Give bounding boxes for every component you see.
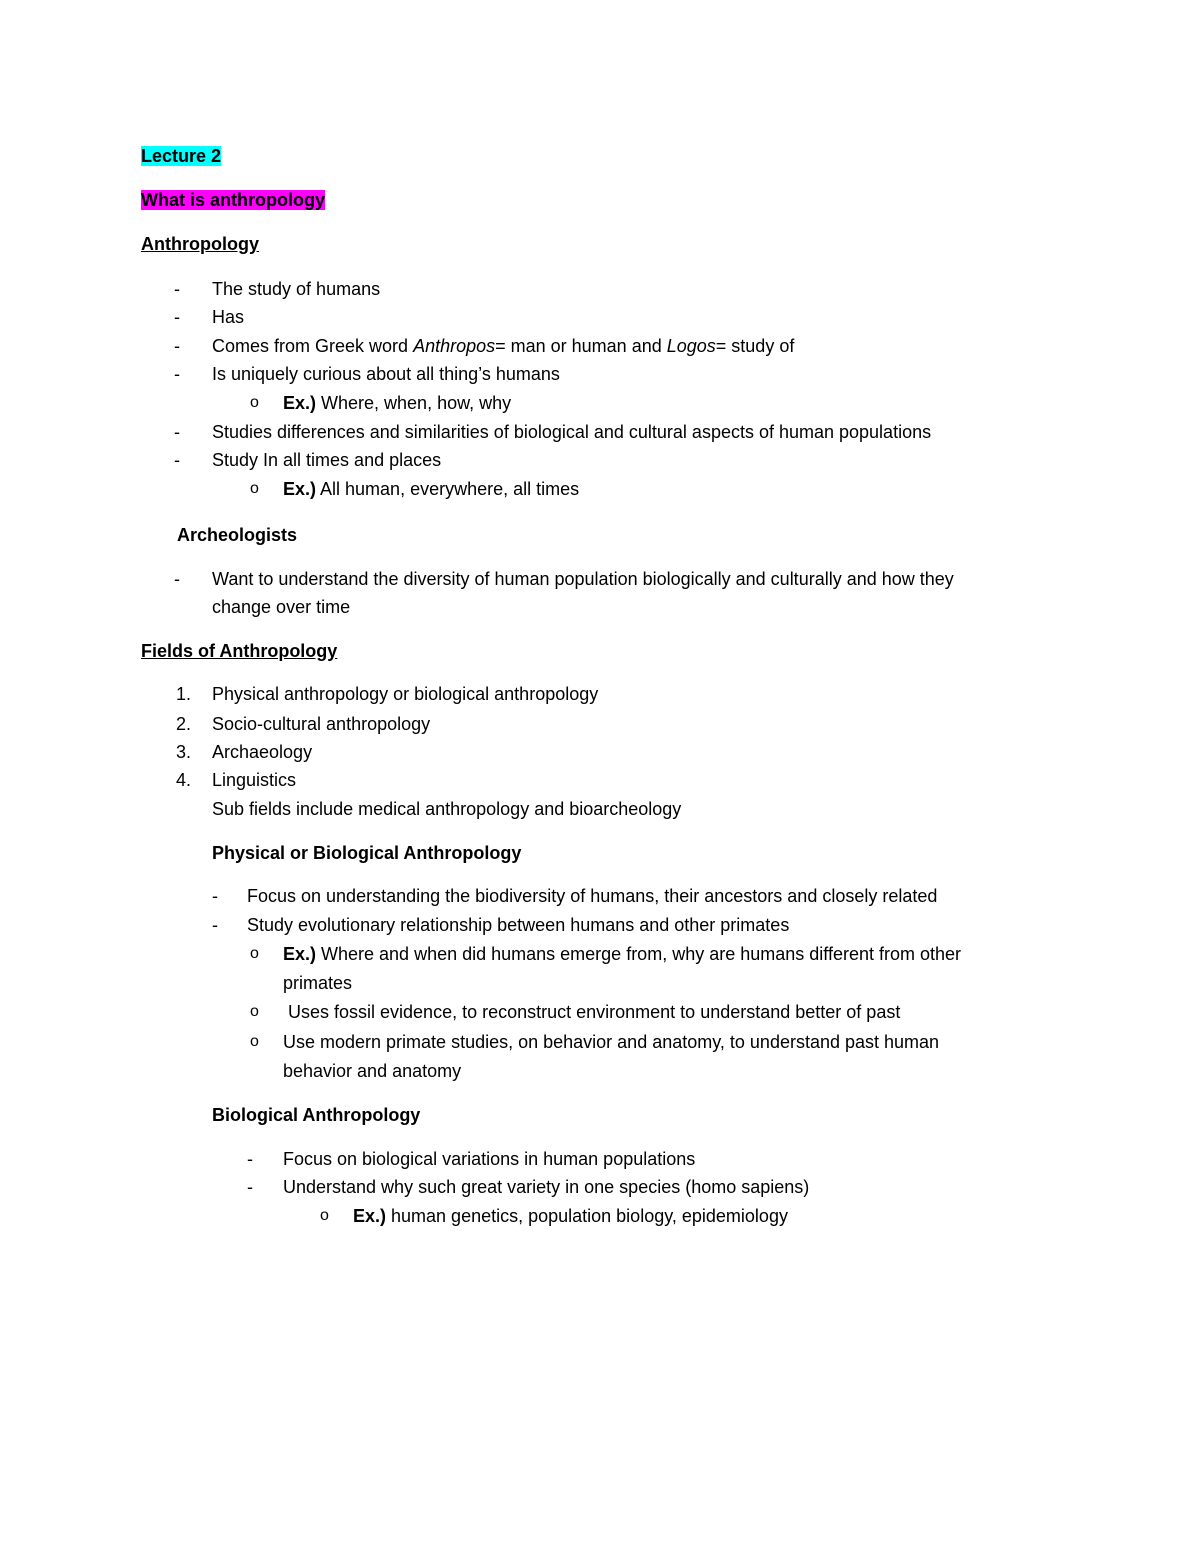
bullet-circle: o bbox=[250, 480, 259, 497]
anthropology-item-2: Has bbox=[212, 307, 245, 327]
anthropology-item-6-sub bbox=[283, 477, 579, 501]
bullet-circle: o bbox=[250, 394, 259, 411]
anthropology-item-1: The study of humans bbox=[212, 279, 381, 299]
bullet-circle: o bbox=[250, 1033, 259, 1050]
bullet-dash: - bbox=[212, 915, 218, 935]
bullet-dash: - bbox=[174, 450, 180, 470]
physical-sub-1-line-1 bbox=[283, 942, 961, 966]
ex-text: Where, when, how, why bbox=[316, 393, 512, 413]
physical-heading: Physical or Biological Anthropology bbox=[212, 843, 522, 863]
field-number: 4. bbox=[176, 770, 192, 790]
archeologists-heading: Archeologists bbox=[177, 525, 298, 545]
ex-text: All human, everywhere, all times bbox=[316, 479, 580, 499]
subfields-note: Sub fields include medical anthropology and bioarcheology bbox=[212, 799, 682, 819]
bullet-dash: - bbox=[247, 1149, 253, 1169]
bullet-dash: - bbox=[174, 336, 180, 356]
biological-item-1: Focus on biological variations in human populations bbox=[283, 1149, 696, 1169]
fields-heading: Fields of Anthropology bbox=[141, 641, 338, 661]
bullet-dash: - bbox=[174, 364, 180, 384]
field-number: 1. bbox=[176, 684, 192, 704]
bullet-dash: - bbox=[174, 569, 180, 589]
physical-sub-3-line-2: behavior and anatomy bbox=[283, 1061, 462, 1081]
bullet-circle: o bbox=[320, 1207, 329, 1224]
anthropology-heading: Anthropology bbox=[141, 234, 259, 254]
physical-sub-2: Uses fossil evidence, to reconstruct environment to understand better of past bbox=[283, 1002, 901, 1022]
origin-term-logos: Logos bbox=[666, 336, 716, 356]
physical-item-1: Focus on understanding the biodiversity of humans, their ancestors and closely related bbox=[247, 886, 938, 906]
lecture-title-text: Lecture 2 bbox=[141, 146, 222, 166]
physical-sub-3-line-1: Use modern primate studies, on behavior and anatomy, to understand past human bbox=[283, 1032, 940, 1052]
biological-heading: Biological Anthropology bbox=[212, 1105, 421, 1125]
field-number: 3. bbox=[176, 742, 192, 762]
ex-prefix: Ex.) bbox=[283, 393, 317, 413]
anthropology-item-3 bbox=[212, 334, 794, 358]
field-number: 2. bbox=[176, 714, 192, 734]
physical-sub-1-line-2: primates bbox=[283, 973, 353, 993]
bullet-dash: - bbox=[247, 1177, 253, 1197]
ex-text: human genetics, population biology, epidemiology bbox=[386, 1206, 788, 1226]
topic-title bbox=[141, 188, 325, 212]
field-item-1: Physical anthropology or biological anthropology bbox=[212, 684, 599, 704]
field-item-3: Archaeology bbox=[212, 742, 313, 762]
anthropology-item-4: Is uniquely curious about all thing’s humans bbox=[212, 364, 560, 384]
ex-text: Where and when did humans emerge from, why are humans different from other bbox=[316, 944, 962, 964]
archeologists-item-1-line-2: change over time bbox=[212, 597, 351, 617]
topic-title-text: What is anthropology bbox=[141, 190, 325, 210]
field-item-2: Socio-cultural anthropology bbox=[212, 714, 431, 734]
anthropology-item-5: Studies differences and similarities of biological and cultural aspects of human populations bbox=[212, 422, 932, 442]
bullet-dash: - bbox=[212, 886, 218, 906]
ex-prefix: Ex.) bbox=[353, 1206, 387, 1226]
origin-term-anthropos: Anthropos bbox=[413, 336, 496, 356]
bullet-circle: o bbox=[250, 1003, 259, 1020]
bullet-dash: - bbox=[174, 279, 180, 299]
bullet-circle: o bbox=[250, 945, 259, 962]
origin-mid: = man or human and bbox=[495, 336, 667, 356]
biological-item-2: Understand why such great variety in one species (homo sapiens) bbox=[283, 1177, 810, 1197]
origin-pre: Comes from Greek word bbox=[212, 336, 414, 356]
origin-post: = study of bbox=[715, 336, 795, 356]
biological-sub-1 bbox=[353, 1204, 788, 1228]
anthropology-item-6: Study In all times and places bbox=[212, 450, 442, 470]
ex-prefix: Ex.) bbox=[283, 944, 317, 964]
physical-item-2: Study evolutionary relationship between humans and other primates bbox=[247, 915, 790, 935]
field-item-4: Linguistics bbox=[212, 770, 297, 790]
bullet-dash: - bbox=[174, 307, 180, 327]
archeologists-item-1-line-1: Want to understand the diversity of human population biologically and culturally and how they bbox=[212, 569, 954, 589]
lecture-title bbox=[141, 144, 221, 168]
anthropology-item-4-sub bbox=[283, 391, 511, 415]
bullet-dash: - bbox=[174, 422, 180, 442]
ex-prefix: Ex.) bbox=[283, 479, 317, 499]
